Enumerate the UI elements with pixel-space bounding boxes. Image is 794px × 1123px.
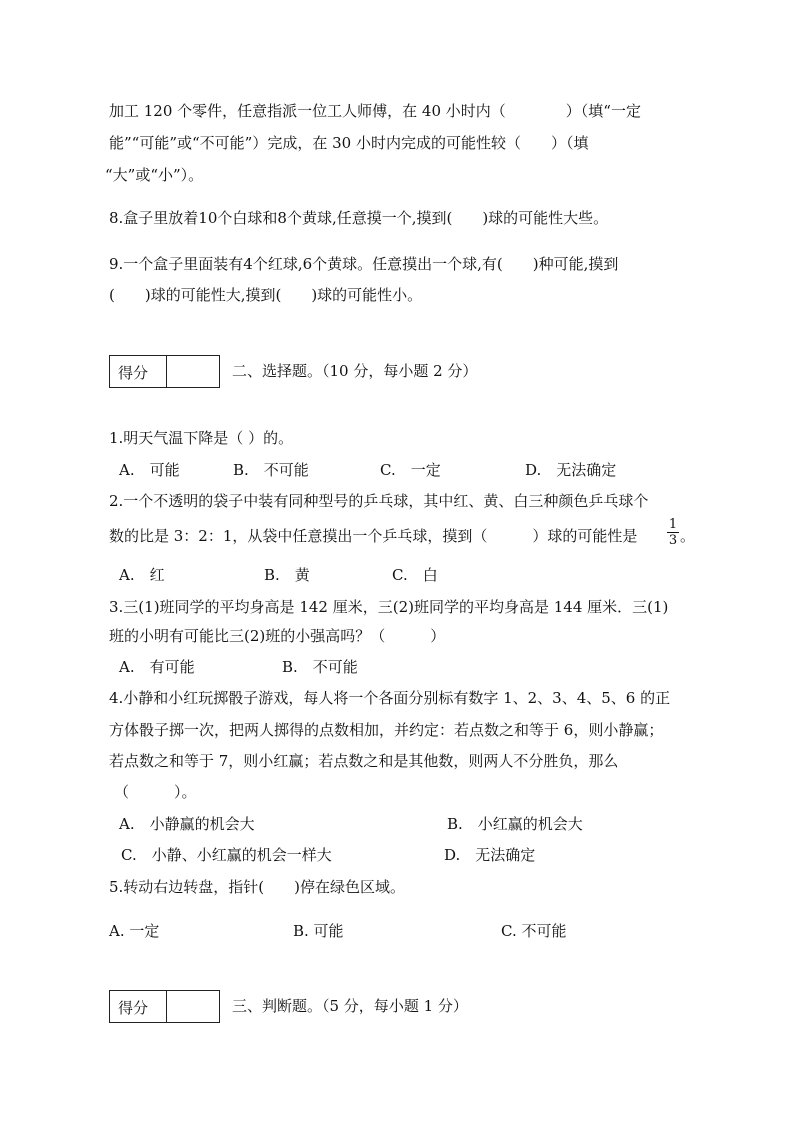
choice-q5: 5.转动右边转盘，指针( )停在绿色区域。 — [109, 878, 406, 896]
choice-q5-option-b: B. 可能 — [293, 922, 344, 940]
section-3-title: 三、判断题。（5 分，每小题 1 分） — [232, 997, 468, 1015]
choice-q4-option-c: C. 小静、小红赢的机会一样大 — [121, 846, 332, 864]
question-8: 8.盒子里放着10个白球和8个黄球,任意摸一个,摸到( )球的可能性大些。 — [109, 209, 609, 227]
choice-q4-option-b: B. 小红赢的机会大 — [447, 815, 583, 833]
fraction-one-third — [667, 518, 679, 547]
choice-q1: 1.明天气温下降是（ ）的。 — [109, 429, 294, 447]
score-box-divider — [166, 356, 167, 387]
choice-q3-option-a: A. 有可能 — [119, 658, 195, 676]
score-label: 得分 — [118, 364, 149, 382]
section-2-title: 二、选择题。（10 分，每小题 2 分） — [232, 362, 478, 380]
q7-line-2: 能”“可能”或“不可能”）完成，在 30 小时内完成的可能性较（ ）（填 — [109, 134, 589, 152]
score-box-section-3 — [109, 990, 220, 1023]
choice-q1-option-b: B. 不可能 — [233, 461, 309, 479]
choice-q3-option-b: B. 不可能 — [282, 658, 358, 676]
choice-q1-option-c: C. 一定 — [380, 461, 441, 479]
choice-q4-line-2: 方体骰子掷一次，把两人掷得的点数相加，并约定：若点数之和等于 6，则小静赢； — [109, 721, 664, 739]
question-9-line-1: 9.一个盒子里面装有4个红球,6个黄球。任意摸出一个球,有( )种可能,摸到 — [109, 255, 619, 273]
choice-q2-option-b: B. 黄 — [264, 566, 310, 584]
choice-q3-line-1: 3.三(1)班同学的平均身高是 142 厘米，三(2)班同学的平均身高是 144 厘米．三(1) — [109, 598, 669, 616]
choice-q2-option-c: C. 白 — [392, 566, 438, 584]
choice-q4-option-d: D. 无法确定 — [444, 846, 536, 864]
choice-q4-line-1: 4.小静和小红玩掷骰子游戏，每人将一个各面分别标有数字 1、2、3、4、5、6 的正 — [109, 689, 671, 707]
question-9-line-2: ( )球的可能性大,摸到( )球的可能性小。 — [109, 286, 423, 304]
fraction-numerator: 1 — [668, 517, 678, 532]
choice-q2-line-2: 数的比是 3：2：1，从袋中任意摸出一个乒乓球，摸到（ ）球的可能性是 — [109, 527, 638, 545]
score-box-section-2 — [109, 355, 220, 388]
choice-q4-line-3: 若点数之和等于 7，则小红赢；若点数之和是其他数，则两人不分胜负，那么 — [109, 752, 619, 770]
choice-q4-line-4: （ ）。 — [114, 783, 197, 801]
score-box-divider — [166, 991, 167, 1022]
score-label: 得分 — [118, 999, 149, 1017]
q7-line-3: “大”或“小”）。 — [105, 166, 204, 184]
choice-q5-option-a: A. 一定 — [109, 922, 160, 940]
q7-line-1: 加工 120 个零件，任意指派一位工人师傅，在 40 小时内（ ）（填“一定 — [109, 102, 641, 120]
choice-q5-option-c: C. 不可能 — [501, 922, 567, 940]
fraction-denominator: 3 — [668, 533, 678, 548]
choice-q2-option-a: A. 红 — [119, 566, 165, 584]
choice-q4-option-a: A. 小静赢的机会大 — [119, 815, 255, 833]
choice-q3-line-2: 班的小明有可能比三(2)班的小强高吗？（ ） — [109, 627, 446, 645]
choice-q2-line-1: 2.一个不透明的袋子中装有同种型号的乒乓球，其中红、黄、白三种颜色乒乓球个 — [109, 492, 649, 510]
choice-q1-option-d: D. 无法确定 — [525, 461, 617, 479]
choice-q2-end: 。 — [680, 527, 696, 545]
choice-q1-option-a: A. 可能 — [119, 461, 180, 479]
